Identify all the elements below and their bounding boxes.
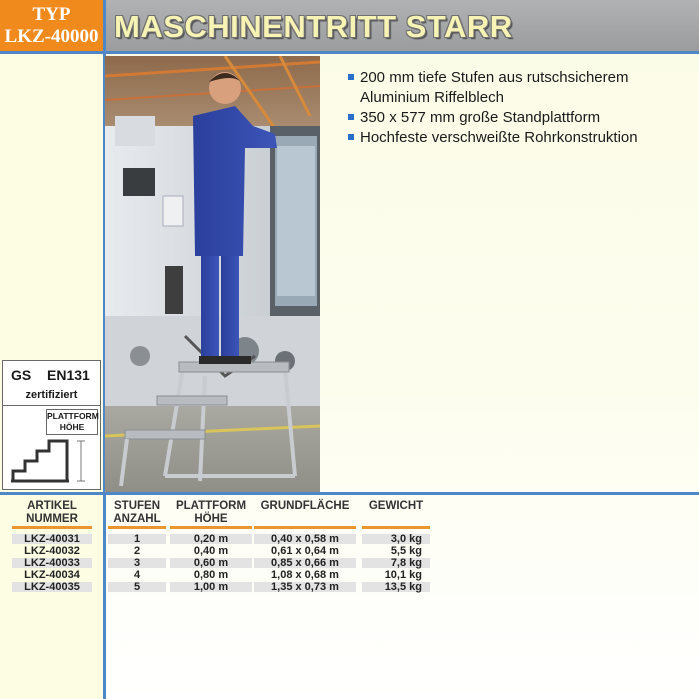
cell-hoehe: 1,00 m — [193, 581, 229, 593]
certification-box — [2, 360, 101, 490]
cell-hoehe: 0,40 m — [193, 545, 229, 557]
table-row — [0, 545, 430, 557]
cell-grund: 0,61 x 0,64 m — [271, 545, 339, 557]
header-underline — [108, 526, 166, 529]
page-title: MASCHINENTRITT STARR — [114, 9, 513, 44]
header-underline — [362, 526, 430, 529]
cell-stufen: 3 — [133, 557, 141, 569]
cell-grund: 1,35 x 0,73 m — [271, 581, 339, 593]
header-underline — [170, 526, 252, 529]
table-divider — [0, 492, 699, 495]
header-stufen-line1: STUFEN — [114, 500, 160, 512]
header-plattform-line1: PLATTFORM — [175, 500, 247, 512]
gs-mark: GS — [11, 367, 32, 383]
cell-gewicht: 3,0 kg — [390, 533, 422, 545]
col-header-grundflaeche — [254, 500, 356, 513]
type-label: TYP — [32, 4, 71, 25]
cell-gewicht: 13,5 kg — [384, 581, 422, 593]
col-header-gewicht — [362, 500, 430, 513]
cell-artikel: LKZ-40035 — [24, 581, 80, 593]
type-number: LKZ-40000 — [4, 26, 99, 47]
cell-hoehe: 0,80 m — [193, 569, 229, 581]
cell-artikel: LKZ-40034 — [24, 569, 80, 581]
platform-height-label — [46, 409, 98, 435]
cell-stufen: 4 — [133, 569, 141, 581]
cell-stufen: 1 — [133, 533, 141, 545]
header-underline — [12, 526, 92, 529]
header-gewicht: GEWICHT — [368, 500, 424, 512]
table-row — [0, 581, 430, 593]
cell-gewicht: 7,8 kg — [390, 557, 422, 569]
cell-artikel: LKZ-40033 — [24, 557, 80, 569]
platform-label-line2: HÖHE — [59, 422, 85, 432]
col-header-plattform — [170, 500, 252, 526]
header-plattform-line2: HÖHE — [194, 513, 228, 525]
col-header-stufen — [108, 500, 166, 526]
header-grund: GRUNDFLÄCHE — [260, 500, 350, 512]
col-header-artikel — [12, 500, 92, 526]
cert-divider — [3, 405, 100, 406]
cell-stufen: 5 — [133, 581, 141, 593]
feature-item: 200 mm tiefe Stufen aus rutschsicherem Aluminium Riffelblech — [348, 68, 688, 108]
feature-item: 350 x 577 mm große Standplattform — [348, 108, 688, 128]
type-badge — [0, 0, 103, 51]
cell-gewicht: 5,5 kg — [390, 545, 422, 557]
norm-label: EN131 — [47, 367, 90, 383]
cell-stufen: 2 — [133, 545, 141, 557]
stair-height-icon — [9, 433, 97, 485]
platform-label-line1: PLATTFORM — [47, 411, 99, 421]
cell-artikel: LKZ-40032 — [24, 545, 80, 557]
machine-step-illustration — [105, 56, 320, 492]
table-row — [0, 557, 430, 569]
header-underline — [254, 526, 356, 529]
product-photo — [105, 56, 320, 492]
cell-grund: 0,85 x 0,66 m — [271, 557, 339, 569]
header-stufen-line2: ANZAHL — [113, 513, 161, 525]
cell-hoehe: 0,60 m — [193, 557, 229, 569]
cell-grund: 0,40 x 0,58 m — [271, 533, 339, 545]
cell-grund: 1,08 x 0,68 m — [271, 569, 339, 581]
feature-item: Hochfeste verschweißte Rohrkonstruktion — [348, 128, 688, 148]
cell-artikel: LKZ-40031 — [24, 533, 80, 545]
header-artikel-line1: ARTIKEL — [27, 500, 77, 512]
certified-label: zertifiziert — [25, 389, 78, 401]
header-artikel-line2: NUMMER — [26, 513, 78, 525]
table-row — [0, 569, 430, 581]
table-row — [0, 533, 430, 545]
cell-hoehe: 0,20 m — [193, 533, 229, 545]
feature-list — [348, 68, 688, 148]
cell-gewicht: 10,1 kg — [384, 569, 422, 581]
